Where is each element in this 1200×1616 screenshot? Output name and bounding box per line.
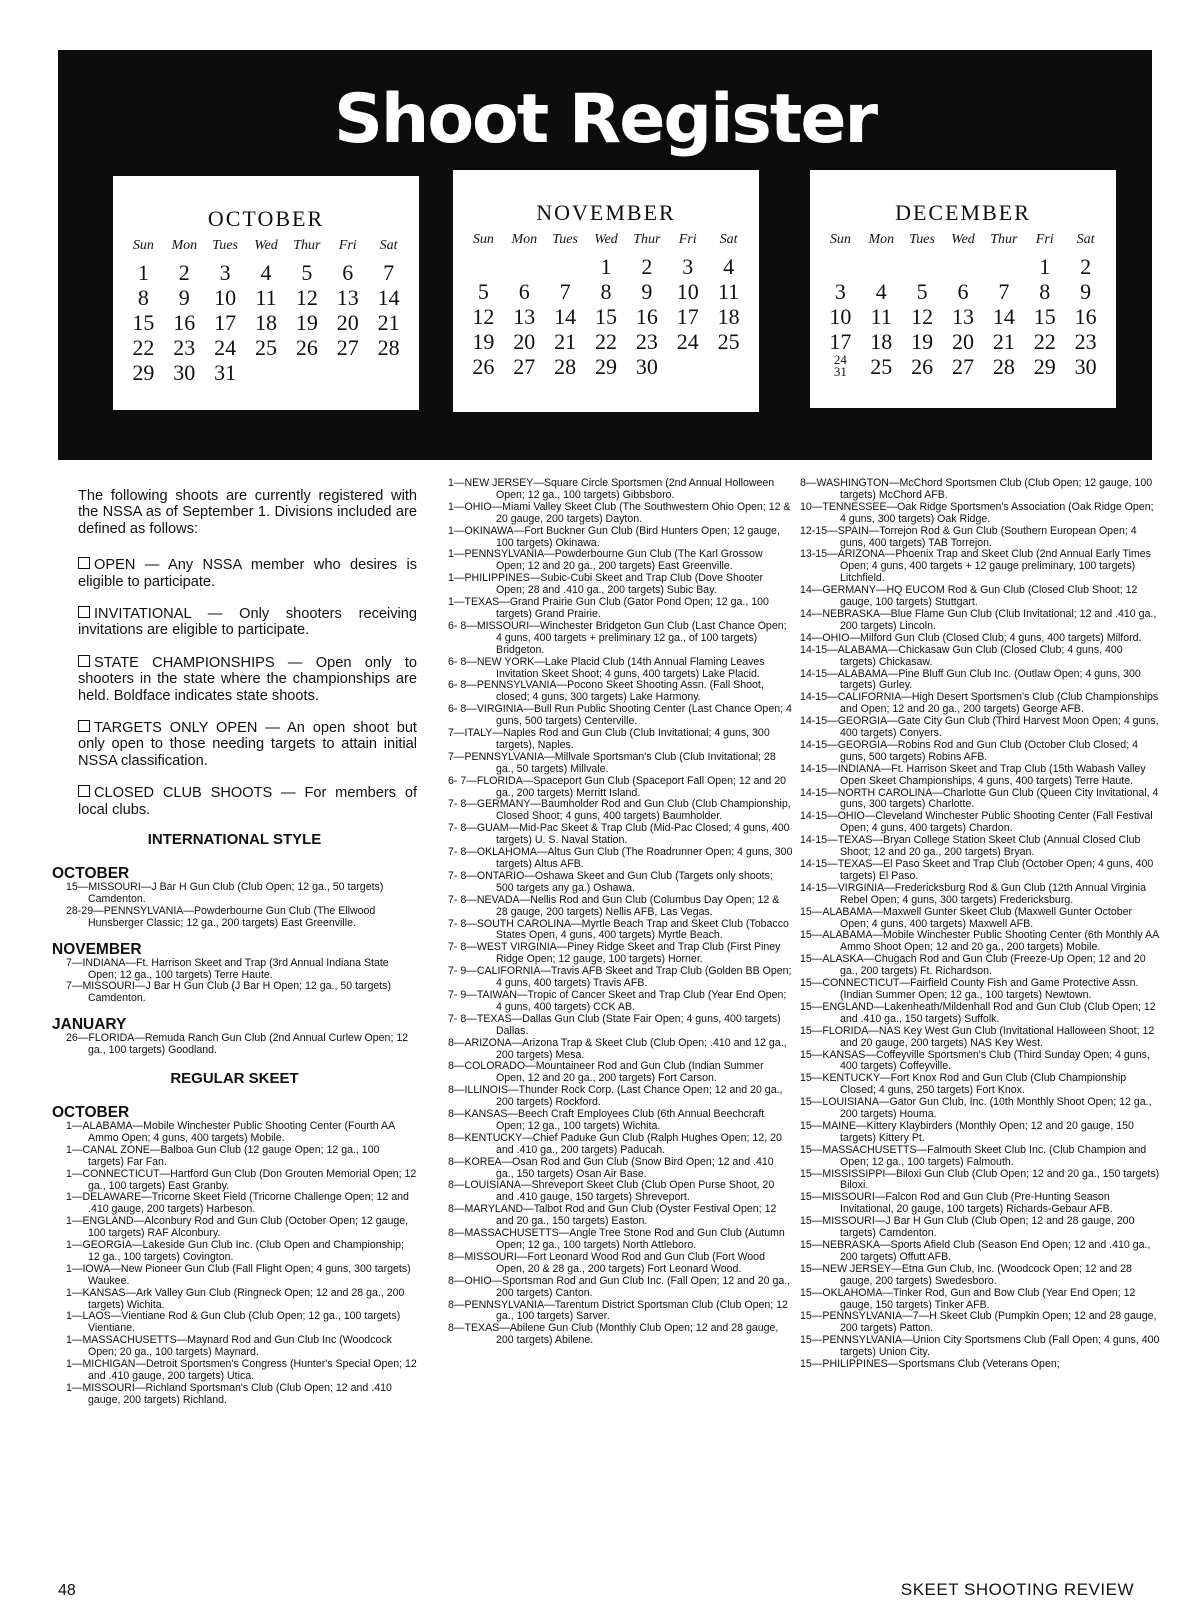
weekday-label: Tues	[552, 232, 578, 247]
shoot-entry: 15—ALASKA—Chugach Rod and Gun Club (Freeze-Up Open; 12 and 20 ga., 200 targets) Ft. Richardson.	[800, 953, 1146, 978]
calendar-date: 11	[255, 285, 277, 310]
shoot-entry: 8—MISSOURI—Fort Leonard Wood Rod and Gun Club (Fort Wood Open, 20 & 28 ga., 200 targets) Fort Leonard Wood.	[448, 1250, 765, 1275]
checkbox-icon	[78, 606, 90, 618]
calendar-date: 26	[472, 354, 495, 379]
calendar-date: 17	[829, 329, 852, 354]
shoot-entry: 15—MASSACHUSETTS—Falmouth Skeet Club Inc. (Club Champion and Open; 12 ga., 100 targets) Falmouth.	[800, 1143, 1147, 1168]
calendar-date: 22	[594, 329, 617, 354]
shoot-entry: 14-15—ALABAMA—Chickasaw Gun Club (Closed Club; 4 guns, 400 targets) Chickasaw.	[800, 643, 1123, 668]
calendar-date: 2	[1080, 254, 1092, 279]
calendar-date: 28	[992, 354, 1015, 379]
shoot-entry: 8—ILLINOIS—Thunder Rock Corp. (Last Chance Open; 12 and 20 ga., 200 targets) Rockford.	[448, 1084, 783, 1109]
calendar-date: 27	[951, 354, 974, 379]
weekday-label: Tues	[909, 232, 935, 247]
calendar-date: 10	[829, 304, 852, 329]
weekday-label: Tues	[212, 238, 238, 253]
calendar-date: 4	[260, 260, 272, 285]
calendar-date: 12	[295, 285, 318, 310]
column-right	[800, 478, 1160, 1371]
weekday-label: Fri	[338, 238, 357, 253]
shoot-entry: 7—PENNSYLVANIA—Millvale Sportsman's Club (Club Invitational; 28 ga., 50 targets) Millvale.	[448, 750, 776, 775]
calendar-date: 10	[214, 285, 237, 310]
calendar-date: 18	[254, 310, 277, 335]
shoot-entry: 1—MISSOURI—Richland Sportsman's Club (Club Open; 12 and .410 gauge, 200 targets) Richland.	[66, 1381, 392, 1406]
calendar-date: 26	[911, 354, 934, 379]
shoot-entry: 6- 8—PENNSYLVANIA—Pocono Skeet Shooting Assn. (Fall Shoot, closed; 4 guns, 300 targets) Lake Harmony.	[448, 679, 764, 704]
calendar-date: 21	[992, 329, 1015, 354]
shoot-entry: 7—MISSOURI—J Bar H Gun Club (J Bar H Open; 12 ga., 50 targets) Camdenton.	[66, 980, 391, 1005]
shoot-entry: 15—MAINE—Kittery Klaybirders (Monthly Open; 12 and 20 gauge, 150 targets) Kittery Pt.	[800, 1119, 1134, 1144]
calendar-date: 3	[682, 254, 694, 279]
section-heading-regular: REGULAR SKEET	[170, 1070, 299, 1088]
shoot-entry: 15—PENNSYLVANIA—7—H Skeet Club (Pumpkin Open; 12 and 28 gauge, 200 targets) Patton.	[800, 1310, 1157, 1335]
shoot-entry: 14-15—GEORGIA—Gate City Gun Club (Third Harvest Moon Open; 4 guns, 400 targets) Conyers.	[800, 715, 1159, 740]
shoot-entry: 8—MASSACHUSETTS—Angle Tree Stone Rod and Gun Club (Autumn Open; 12 ga., 100 targets) North Attleboro.	[448, 1227, 785, 1251]
calendar-dates	[810, 254, 1116, 379]
calendar-date: 28	[377, 335, 400, 360]
weekday-label: Fri	[1035, 232, 1054, 247]
intro-text	[78, 488, 417, 537]
calendar-date	[820, 254, 861, 279]
month-heading: JANUARY	[52, 1016, 127, 1034]
shoot-entry: 15—KENTUCKY—Fort Knox Rod and Gun Club (Club Championship Closed; 4 guns, 250 targets) Fort Knox.	[800, 1072, 1127, 1097]
calendar-date	[708, 354, 749, 379]
calendar-december	[810, 170, 1116, 408]
column-left	[52, 488, 417, 1407]
calendar-date: 3	[219, 260, 231, 285]
calendar-dates	[113, 260, 419, 385]
calendar-date: 30	[635, 354, 658, 379]
shoot-entry: 8—PENNSYLVANIA—Tarentum District Sportsman Club (Club Open; 12 ga., 100 targets) Sarver.	[448, 1298, 788, 1323]
definition-invitational	[78, 606, 417, 639]
weekday-label: Fri	[678, 232, 697, 247]
shoot-entry: 15—MISSOURI—J Bar H Gun Club (Club Open; 12 and 28 gauge, 200 targets) Camdenton.	[800, 1215, 1135, 1240]
calendar-date: 18	[870, 329, 893, 354]
calendar-date: 7	[998, 279, 1010, 304]
shoot-entry: 14—OHIO—Milford Gun Club (Closed Club; 4 guns, 400 targets) Milford.	[800, 631, 1142, 644]
calendar-date: 19	[472, 329, 495, 354]
shoot-entry: 7- 9—TAIWAN—Tropic of Cancer Skeet and Trap Club (Year End Open; 4 guns, 400 targets) CCK AB.	[448, 988, 787, 1013]
shoot-entry: 15—FLORIDA—NAS Key West Gun Club (Invitational Halloween Shoot; 12 and 20 gauge, 200 targets) NAS Key West.	[800, 1024, 1155, 1049]
shoot-entry: 1—MASSACHUSETTS—Maynard Rod and Gun Club Inc (Woodcock Open; 20 ga., 100 targets) Maynard.	[66, 1334, 392, 1359]
calendar-weekdays	[453, 232, 759, 248]
shoot-entry: 8—WASHINGTON—McChord Sportsmen Club (Club Open; 12 gauge, 100 targets) McChord AFB.	[800, 477, 1153, 501]
calendar-date: 27	[513, 354, 536, 379]
magazine-title: SKEET SHOOTING REVIEW	[900, 1580, 1134, 1599]
banner-title: Shoot Register	[333, 80, 877, 159]
shoot-entry: 8—KENTUCKY—Chief Paduke Gun Club (Ralph Hughes Open; 12, 20 and .410 ga., 200 targets) Paducah.	[448, 1131, 782, 1156]
calendar-date: 26	[295, 335, 318, 360]
shoot-entry: 7- 8—NEVADA—Nellis Rod and Gun Club (Columbus Day Open; 12 & 28 gauge, 200 targets) Nellis AFB, Las Vegas.	[448, 893, 780, 918]
shoot-entry: 14-15—TEXAS—El Paso Skeet and Trap Club (October Open; 4 guns, 400 targets) El Paso.	[800, 858, 1154, 882]
calendar-date: 29	[594, 354, 617, 379]
calendar-date: 29	[132, 360, 155, 385]
shoot-entry: 7—ITALY—Naples Rod and Gun Club (Club Invitational; 4 guns, 300 targets), Naples.	[448, 727, 770, 751]
shoot-entry: 15—ALABAMA—Mobile Winchester Public Shooting Center (6th Monthly AA Ammo Shoot Open; 12 and 20 ga., 200 targets) Mobile.	[800, 929, 1159, 954]
calendar-date: 5	[301, 260, 313, 285]
calendar-date: 24	[676, 329, 699, 354]
calendar-date	[545, 254, 586, 279]
definition-state	[78, 655, 417, 704]
shoot-entry: 15—ALABAMA—Maxwell Gunter Skeet Club (Maxwell Gunter October Open; 4 guns, 400 targets) Maxwell AFB.	[800, 905, 1133, 930]
shoot-entry: 6- 8—MISSOURI—Winchester Bridgeton Gun Club (Last Chance Open; 4 guns, 400 targets + preliminary 12 ga., of 100 targets) Bridgeton.	[448, 619, 787, 656]
calendar-date	[463, 254, 504, 279]
calendar-month: OCTOBER	[207, 206, 325, 231]
shoot-entry: 7- 9—CALIFORNIA—Travis AFB Skeet and Trap Club (Golden BB Open; 4 guns, 400 targets) Travis AFB.	[448, 965, 792, 990]
calendar-date: 11	[870, 304, 892, 329]
shoot-entry: 15—KANSAS—Coffeyville Sportsmen's Club (Third Sunday Open; 4 guns, 400 targets) Coffeyville.	[800, 1048, 1150, 1073]
shoot-entry: 15—MISSOURI—J Bar H Gun Club (Club Open; 12 ga., 50 targets) Camdenton.	[66, 881, 384, 905]
calendar-date: 25	[717, 329, 740, 354]
shoot-entry: 1—KANSAS—Ark Valley Gun Club (Ringneck Open; 12 and 28 ga., 200 targets) Wichita.	[66, 1286, 405, 1311]
calendar-date	[667, 354, 708, 379]
calendar-date: 29	[1033, 354, 1056, 379]
shoot-entry: 8—OHIO—Sportsman Rod and Gun Club Inc. (Fall Open; 12 and 20 ga., 200 targets) Canton.	[448, 1274, 791, 1299]
calendar-date: 30	[1074, 354, 1097, 379]
weekday-label: Mon	[511, 232, 538, 247]
month-heading: OCTOBER	[52, 1103, 130, 1121]
calendar-date: 1	[600, 254, 612, 279]
calendar-date: 27	[336, 335, 359, 360]
shoot-entry: 7- 8—ONTARIO—Oshawa Skeet and Gun Club (Targets only shoots; 500 targets any ga.) Oshawa.	[448, 869, 773, 894]
definition-closed	[78, 785, 417, 818]
calendar-date	[286, 360, 327, 385]
shoot-entry: 8—ARIZONA—Arizona Trap & Skeet Club (Club Open; .410 and 12 ga., 200 targets) Mesa.	[448, 1036, 787, 1061]
shoot-entry: 1—DELAWARE—Tricorne Skeet Field (Tricorne Challenge Open; 12 and .410 gauge, 200 targets) Harbeson.	[66, 1191, 409, 1216]
shoot-entry: 1—PHILIPPINES—Subic-Cubi Skeet and Trap Club (Dove Shooter Open; 28 and .410 ga., 200 targets) Subic Bay.	[448, 572, 764, 597]
weekday-label: Sat	[379, 238, 398, 253]
weekday-label: Wed	[951, 232, 975, 247]
page-number: 48	[58, 1582, 76, 1599]
banner	[58, 50, 1152, 460]
calendar-weekdays	[113, 238, 419, 254]
calendar-date: 17	[676, 304, 699, 329]
checkbox-icon	[78, 720, 90, 732]
month-heading: NOVEMBER	[52, 940, 142, 958]
calendar-date: 7	[559, 279, 571, 304]
shoot-entry: 1—ENGLAND—Alconbury Rod and Gun Club (October Open; 12 gauge, 100 targets) RAF Alconbury.	[66, 1215, 409, 1240]
shoot-entry: 1—PENNSYLVANIA—Powderbourne Gun Club (The Karl Grossow Open; 12 and 20 ga., 200 targets) East Greenville.	[448, 548, 763, 573]
shoot-entry: 15—NEW JERSEY—Etna Gun Club, Inc. (Woodcock Open; 12 and 28 gauge, 200 targets) Swedesboro.	[800, 1262, 1132, 1287]
definition-open	[78, 557, 417, 590]
calendar-date: 8	[137, 285, 149, 310]
month-heading: OCTOBER	[52, 865, 130, 882]
shoot-entry: 1—OKINAWA—Fort Buckner Gun Club (Bird Hunters Open; 12 gauge, 100 targets) Okinawa.	[448, 524, 780, 549]
calendar-date: 17	[214, 310, 237, 335]
shoot-entry: 15—ENGLAND—Lakenheath/Mildenhall Rod and Gun Club (Club Open; 12 and .410 ga., 150 targets) Suffolk.	[800, 1000, 1156, 1025]
calendar-dates	[453, 254, 759, 379]
calendar-date: 8	[1039, 279, 1051, 304]
shoot-entry: 26—FLORIDA—Remuda Ranch Gun Club (2nd Annual Curlew Open; 12 ga., 100 targets) Goodland.	[66, 1032, 409, 1057]
calendar-date: 5	[916, 279, 928, 304]
shoot-entry: 14-15—OHIO—Cleveland Winchester Public Shooting Center (Fall Festival Open; 4 guns, 400 targets) Chardon.	[800, 810, 1153, 835]
weekday-label: Sat	[719, 232, 738, 247]
shoot-entry: 14-15—CALIFORNIA—High Desert Sportsmen's Club (Club Championships and Open; 12 and 20 ga., 200 targets) George AFB.	[800, 691, 1159, 716]
shoot-entry: 15—LOUISIANA—Gator Gun Club, Inc. (10th Monthly Shoot Open; 12 ga., 200 targets) Houma.	[800, 1096, 1152, 1121]
calendar-date: 13	[336, 285, 359, 310]
weekday-label: Sun	[472, 232, 494, 247]
calendar-date: 21	[377, 310, 400, 335]
calendar-date: 20	[336, 310, 359, 335]
weekday-label: Mon	[868, 232, 895, 247]
shoot-entry: 8—LOUISIANA—Shreveport Skeet Club (Club Open Purse Shoot, 20 and .410 gauge, 150 targets) Shreveport.	[448, 1179, 775, 1204]
shoot-entry: 7- 8—OKLAHOMA—Altus Gun Club (The Roadrunner Open; 4 guns, 300 targets) Altus AFB.	[448, 846, 793, 870]
shoot-entry: 1—OHIO—Miami Valley Skeet Club (The Southwestern Ohio Open; 12 & 20 gauge, 200 targets) Dayton.	[448, 500, 791, 525]
shoot-entry: 15—NEBRASKA—Sports Afield Club (Season End Open; 12 and .410 ga., 200 targets) Offutt AFB.	[800, 1239, 1151, 1263]
calendar-date: 13	[951, 304, 974, 329]
intro-paragraph: The following shoots are currently registered with the NSSA as of September 1. Divisions included are defined as follows:	[78, 488, 417, 537]
calendar-date: 6	[342, 260, 354, 285]
calendar-date: 9	[178, 285, 190, 310]
shoot-entry: 6- 8—VIRGINIA—Bull Run Public Shooting Center (Last Chance Open; 4 guns, 500 targets) Centerville.	[448, 703, 792, 728]
calendar-date: 19	[911, 329, 934, 354]
shoot-entry: 1—TEXAS—Grand Prairie Gun Club (Gator Pond Open; 12 ga., 100 targets) Grand Prairie.	[448, 596, 769, 620]
shoot-entry: 28-29—PENNSYLVANIA—Powderbourne Gun Club (The Ellwood Hunsberger Classic; 12 ga., 200 targets) East Greenville.	[66, 904, 376, 929]
calendar-date: 6	[957, 279, 969, 304]
calendar-date: 15	[132, 310, 155, 335]
checkbox-icon	[78, 785, 90, 797]
calendar-date: 30	[173, 360, 196, 385]
weekday-label: Wed	[254, 238, 278, 253]
calendar-date: 22	[132, 335, 155, 360]
calendar-date	[246, 360, 287, 385]
calendar-month: NOVEMBER	[536, 200, 676, 225]
shoot-entry: 8—KANSAS—Beech Craft Employees Club (6th Annual Beechcraft Open; 12 ga., 100 targets) Wichita.	[448, 1108, 765, 1132]
calendar-date	[861, 254, 902, 279]
shoot-entry: 7- 8—TEXAS—Dallas Gun Club (State Fair Open; 4 guns, 400 targets) Dallas.	[448, 1012, 781, 1037]
calendar-weekdays	[810, 232, 1116, 248]
calendar-date: 19	[295, 310, 318, 335]
regular-list	[52, 1121, 417, 1407]
calendar-date: 10	[676, 279, 699, 304]
calendar-date: 16	[173, 310, 196, 335]
weekday-label: Wed	[594, 232, 618, 247]
calendar-date	[368, 360, 409, 385]
calendar-date: 4	[723, 254, 735, 279]
definition-text: STATE CHAMPIONSHIPS — Open only to shooters in the state where the championships are held. Boldface indicates state shoots.	[78, 654, 417, 704]
calendar-date: 14	[554, 304, 577, 329]
checkbox-icon	[78, 655, 90, 667]
shoot-entry: 7- 8—GERMANY—Baumholder Rod and Gun Club (Club Championship, Closed Shoot; 4 guns, 400 targets) Baumholder.	[448, 798, 791, 823]
calendar-date: 11	[717, 279, 740, 304]
calendar-date: 23	[173, 335, 196, 360]
shoot-entry: 14-15—ALABAMA—Pine Bluff Gun Club Inc. (Outlaw Open; 4 guns, 300 targets) Gurley.	[800, 667, 1141, 692]
weekday-label: Thur	[633, 232, 661, 247]
calendar-date: 20	[513, 329, 536, 354]
calendar-date: 5	[477, 279, 489, 304]
shoot-entry: 14-15—INDIANA—Ft. Harrison Skeet and Trap Club (15th Wabash Valley Open Skeet Championships, 4 guns, 400 targets) Terre Haute.	[800, 762, 1146, 787]
section-heading-international: INTERNATIONAL STYLE	[147, 831, 322, 849]
checkbox-icon	[78, 557, 90, 569]
shoot-entry: 7—INDIANA—Ft. Harrison Skeet and Trap (3rd Annual Indiana State Open; 12 ga., 100 targets) Terre Haute.	[66, 956, 389, 981]
calendar-date	[504, 254, 545, 279]
shoot-entry: 14-15—TEXAS—Bryan College Station Skeet Club (Annual Closed Club Shoot; 12 and 20 ga., 200 targets) Bryan.	[800, 834, 1141, 859]
calendar-date: 25	[254, 335, 277, 360]
shoot-entry: 6- 8—NEW YORK—Lake Placid Club (14th Annual Flaming Leaves Invitation Skeet Shoot; 4 guns, 400 targets) Lake Placid.	[448, 655, 765, 680]
shoot-entry: 15—MISSOURI—Falcon Rod and Gun Club (Pre-Hunting Season Invitational, 20 gauge, 100 targets) Richards-Gebaur AFB.	[800, 1191, 1113, 1216]
shoot-entry: 1—IOWA—New Pioneer Gun Club (Fall Flight Open; 4 guns, 300 targets) Waukee.	[66, 1262, 411, 1287]
calendar-date: 16	[1074, 304, 1097, 329]
calendar-month: DECEMBER	[895, 200, 1031, 225]
shoot-entry: 1—LAOS—Vientiane Rod & Gun Club (Club Open; 12 ga., 100 targets) Vientiane.	[66, 1310, 401, 1335]
calendar-date: 12	[911, 304, 934, 329]
calendar-date: 9	[1080, 279, 1092, 304]
calendar-date	[902, 254, 943, 279]
shoot-entry: 8—TEXAS—Abilene Gun Club (Monthly Club Open; 12 and 28 gauge, 200 targets) Abilene.	[448, 1322, 779, 1347]
calendar-date: 8	[600, 279, 612, 304]
shoot-entry: 1—GEORGIA—Lakeside Gun Club Inc. (Club Open and Championship; 12 ga., 100 targets) Covington.	[66, 1239, 404, 1263]
calendar-date: 23	[635, 329, 658, 354]
shoot-entry: 1—MICHIGAN—Detroit Sportsmen's Congress (Hunter's Special Open; 12 and .410 gauge, 200 targets) Utica.	[66, 1358, 417, 1382]
calendar-date: 24 31	[833, 352, 847, 379]
calendar-date: 12	[472, 304, 495, 329]
calendar-date: 24	[214, 335, 237, 360]
calendar-date: 4	[875, 279, 887, 304]
calendar-date: 18	[717, 304, 740, 329]
shoot-entry: 7- 8—WEST VIRGINIA—Piney Ridge Skeet and Trap Club (First Piney Ridge Open; 12 gauge, 100 targets) Horner.	[448, 941, 781, 966]
shoot-entry: 14-15—GEORGIA—Robins Rod and Gun Club (October Club Closed; 4 guns, 500 targets) Robins AFB.	[800, 738, 1138, 763]
calendar-date: 9	[641, 279, 653, 304]
shoot-entry: 8—COLORADO—Mountaineer Rod and Gun Club (Indian Summer Open, 12 and 20 ga., 200 targets) Fort Carson.	[448, 1060, 764, 1085]
calendar-date: 23	[1074, 329, 1097, 354]
calendar-october	[113, 176, 419, 410]
weekday-label: Sun	[829, 232, 851, 247]
calendar-date: 3	[834, 279, 846, 304]
weekday-label: Sat	[1076, 232, 1095, 247]
definition-text: INVITATIONAL — Only shooters receiving invitations are eligible to participate.	[78, 606, 417, 639]
definition-text: TARGETS ONLY OPEN — An open shoot but only open to those needing targets to attain initial NSSA classification.	[78, 720, 417, 769]
calendar-date: 28	[554, 354, 577, 379]
calendar-date: 25	[870, 354, 893, 379]
calendar-date: 16	[635, 304, 658, 329]
calendar-date	[983, 254, 1024, 279]
weekday-label: Mon	[171, 238, 198, 253]
shoot-entry: 1—CANAL ZONE—Balboa Gun Club (12 gauge Open; 12 ga., 100 targets) Far Fan.	[66, 1143, 380, 1168]
shoot-entry: 14—NEBRASKA—Blue Flame Gun Club (Club Invitational; 12 and .410 ga., 200 targets) Lincoln.	[800, 607, 1157, 632]
calendar-date: 20	[951, 329, 974, 354]
shoot-entry: 7- 8—SOUTH CAROLINA—Myrtle Beach Trap and Skeet Club (Tobacco States Open, 4 guns, 400 targets) Myrtle Beach.	[448, 917, 789, 942]
international-list	[52, 866, 417, 1057]
definition-text: CLOSED CLUB SHOOTS — For members of local clubs.	[78, 785, 417, 818]
shoot-entry: 1—CONNECTICUT—Hartford Gun Club (Don Grouten Memorial Open; 12 ga., 100 targets) East Granby.	[66, 1167, 417, 1192]
shoot-entry: 12-15—SPAIN—Torrejon Rod & Gun Club (Southern European Open; 4 guns, 400 targets) TAB Torrejon.	[800, 524, 1137, 549]
shoot-entry: 15—OKLAHOMA—Tinker Rod, Gun and Bow Club (Year End Open; 12 gauge, 150 targets) Tinker AFB.	[800, 1286, 1136, 1311]
calendar-date: 15	[1033, 304, 1056, 329]
calendar-date: 15	[594, 304, 617, 329]
shoot-entry: 15—CONNECTICUT—Fairfield County Fish and Game Protective Assn. (Indian Summer Open; 12 ga., 100 targets) Newtown.	[800, 977, 1139, 1001]
shoot-entry: 10—TENNESSEE—Oak Ridge Sportsmen's Association (Oak Ridge Open; 4 guns, 300 targets) Oak Ridge.	[800, 500, 1154, 525]
shoot-entry: 1—ALABAMA—Mobile Winchester Public Shooting Center (Fourth AA Ammo Open; 4 guns, 400 targets) Mobile.	[66, 1119, 395, 1144]
calendar-date: 31	[214, 360, 237, 385]
calendar-date: 14	[377, 285, 400, 310]
calendar-date: 7	[383, 260, 395, 285]
shoot-entry: 14-15—NORTH CAROLINA—Charlotte Gun Club (Queen City Invitational, 4 guns, 300 targets) Charlotte.	[800, 786, 1159, 811]
definition-targets-only	[78, 720, 417, 769]
calendar-date: 2	[641, 254, 653, 279]
shoot-entry: 14-15—VIRGINIA—Fredericksburg Rod & Gun Club (12th Annual Virginia Rebel Open; 4 guns, 300 targets) Fredericksburg.	[800, 881, 1147, 906]
definition-text: OPEN — Any NSSA member who desires is eligible to participate.	[78, 557, 417, 590]
shoot-entry: 15—PHILIPPINES—Sportsmans Club (Veterans Open;	[800, 1358, 1060, 1371]
shoot-entry: 8—KOREA—Osan Rod and Gun Club (Snow Bird Open; 12 and .410 ga., 150 targets) Osan Air Base.	[448, 1155, 774, 1180]
column-middle	[448, 478, 793, 1347]
calendar-date: 1	[1039, 254, 1051, 279]
weekday-label: Thur	[293, 238, 321, 253]
calendar-date: 14	[992, 304, 1015, 329]
calendar-november	[453, 170, 759, 412]
shoot-entry: 1—NEW JERSEY—Square Circle Sportsmen (2nd Annual Holloween Open; 12 ga., 100 targets) Gibbsboro.	[448, 477, 775, 501]
shoot-entry: 8—MARYLAND—Talbot Rod and Gun Club (Oyster Festival Open; 12 and 20 ga., 150 targets) Easton.	[448, 1203, 777, 1228]
calendar-date: 22	[1033, 329, 1056, 354]
weekday-label: Sun	[132, 238, 154, 253]
calendar-date	[327, 360, 368, 385]
weekday-label: Thur	[990, 232, 1018, 247]
calendar-date: 6	[518, 279, 530, 304]
shoot-entry: 6- 7—FLORIDA—Spaceport Gun Club (Spaceport Fall Open; 12 and 20 ga., 200 targets) Merritt Island.	[448, 774, 786, 799]
shoot-entry: 13-15—ARIZONA—Phoenix Trap and Skeet Club (2nd Annual Early Times Open; 4 guns, 400 targets + 12 gauge preliminary, 100 targets) Litchfield.	[800, 548, 1151, 585]
shoot-entry: 15—MISSISSIPPI—Biloxi Gun Club (Club Open; 12 and 20 ga., 150 targets) Biloxi.	[800, 1167, 1160, 1192]
calendar-date: 13	[513, 304, 536, 329]
shoot-entry: 14—GERMANY—HQ EUCOM Rod & Gun Club (Closed Club Shoot; 12 gauge, 100 targets) Stuttgart.	[800, 584, 1138, 609]
calendar-date: 1	[137, 260, 149, 285]
calendar-date	[943, 254, 984, 279]
shoot-entry: 15—PENNSYLVANIA—Union City Sportsmens Club (Fall Open; 4 guns, 400 targets) Union City.	[800, 1334, 1160, 1359]
shoot-entry: 7- 8—GUAM—Mid-Pac Skeet & Trap Club (Mid-Pac Closed; 4 guns, 400 targets) U. S. Naval Station.	[448, 822, 790, 847]
calendar-date: 21	[554, 329, 577, 354]
calendar-date: 2	[178, 260, 190, 285]
